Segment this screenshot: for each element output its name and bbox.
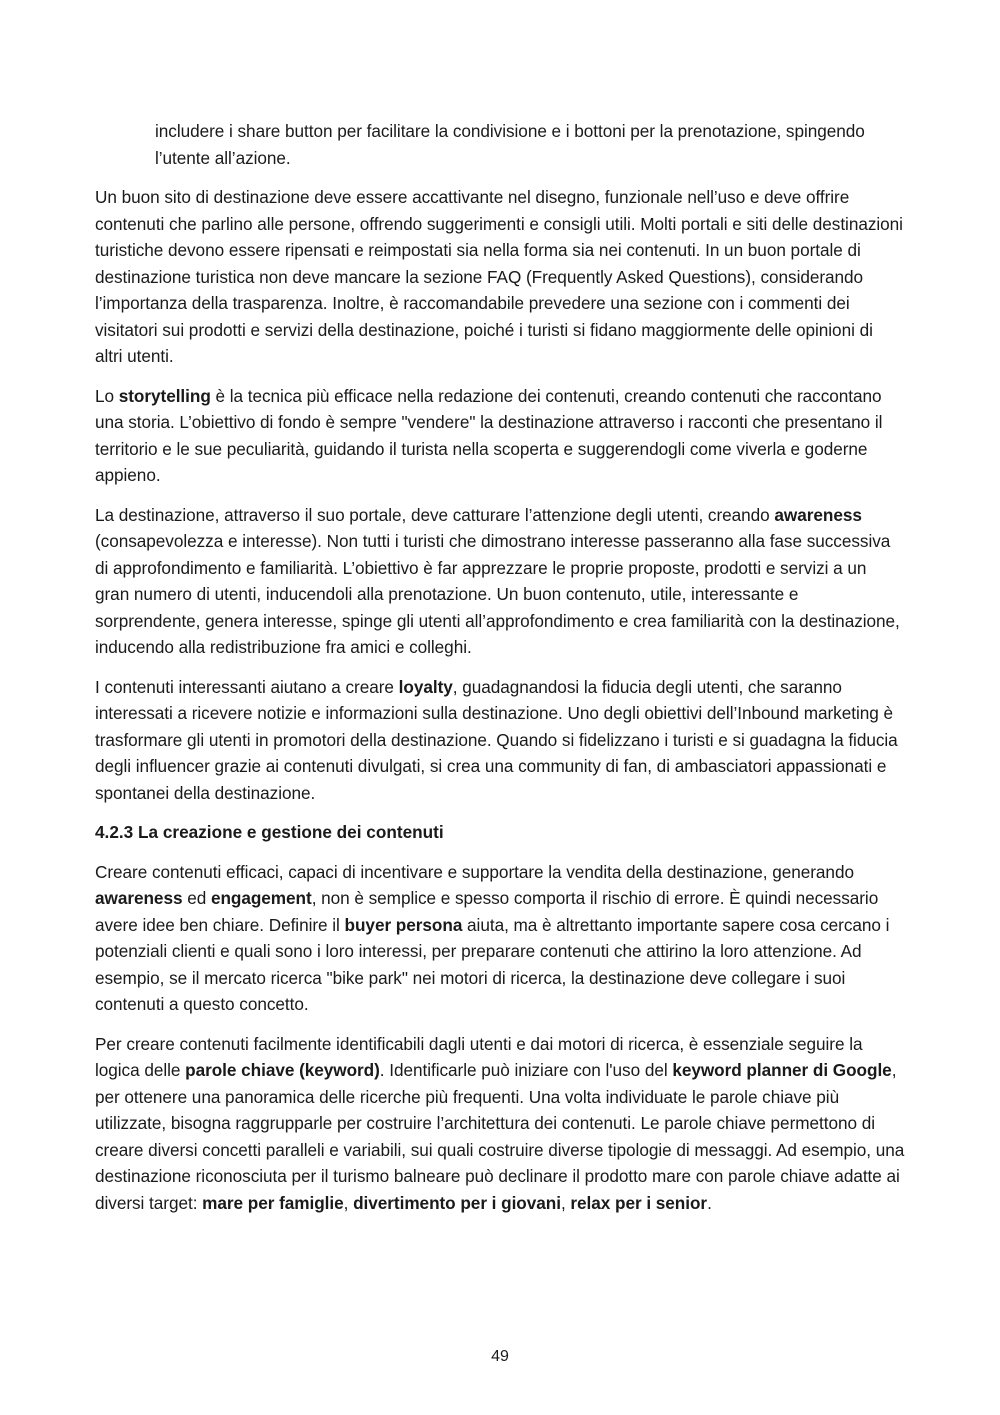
text-run: , — [343, 1192, 354, 1213]
text-run: Un buon sito di destinazione deve essere accattivante nel disegno, funzionale nell’uso e deve offrire contenuti che parlino alle persone, offrendo suggerimenti e consigli utili. Molti portali e siti delle destinazioni turistiche devono essere ripensati e reimpostati sia nella forma sia nei contenuti. In un buon portale di destinazione turistica non deve mancare la sezione FAQ (Frequently Asked Questions), considerando l’importanza della trasparenza. Inoltre, è raccomandabile prevedere una sezione con i commenti dei visitatori sui prodotti e servizi della destinazione, poiché i turisti si fidano maggiormente delle opinioni di altri utenti. — [95, 187, 903, 366]
paragraph — [95, 1031, 905, 1217]
bold-term: divertimento per i giovani — [353, 1192, 561, 1213]
text-run: Creare contenuti efficaci, capaci di incentivare e supportare la vendita della destinazione, generando — [95, 861, 854, 882]
text-run: Lo — [95, 385, 119, 406]
text-run: , guadagnandosi la fiducia degli utenti, che saranno interessati a ricevere notizie e informazioni sulla destinazione. Uno degli obiettivi dell’Inbound marketing è trasformare gli utenti in promotori della destinazione. Quando si fidelizzano i turisti e si guadagna la fiducia degli influencer grazie ai contenuti divulgati, si crea una community di fan, di ambasciatori appassionati e spontanei della destinazione. — [95, 676, 898, 803]
text-run: è la tecnica più efficace nella redazione dei contenuti, creando contenuti che raccontano una storia. L’obiettivo di fondo è sempre "vendere" la destinazione attraverso i racconti che presentano il territorio e le sue peculiarità, guidando il turista nella scoperta e suggerendogli come viverla e goderne appieno. — [95, 385, 883, 485]
text-run: aiuta, ma è altrettanto importante sapere cosa cercano i potenziali clienti e quali sono i loro interessi, per preparare contenuti che attirino la loro attenzione. Ad esempio, se il mercato ricerca "bike park" nei motori di ricerca, la destinazione deve collegare i suoi contenuti a questo concetto. — [95, 914, 890, 1014]
bold-term: loyalty — [398, 676, 453, 697]
bold-term: parole chiave (keyword) — [185, 1060, 380, 1080]
text-run: . Identificarle può iniziare con l'uso del — [379, 1060, 673, 1080]
bold-term: mare per famiglie — [202, 1192, 344, 1213]
text-run: ed — [182, 888, 211, 908]
bold-term: awareness — [95, 888, 183, 908]
text-run: 4.2.3 La creazione e gestione dei contenuti — [95, 822, 444, 842]
bold-term: relax per i senior — [570, 1192, 708, 1213]
text-run: (consapevolezza e interesse). Non tutti i turisti che dimostrano interesse passeranno alla fase successiva di approfondimento e familiarità. L’obiettivo è far apprezzare le proprie proposte, prodotti e servizi a un gran numero di utenti, inducendoli alla prenotazione. Un buon contenuto, utile, interessante e sorprendente, genera interesse, spinge gli utenti all’approfondimento e crea familiarità con la destinazione, inducendo alla redistribuzione fra amici e colleghi. — [95, 531, 900, 657]
bold-term: buyer persona — [344, 914, 463, 935]
document-body — [95, 118, 905, 1229]
page-number: 49 — [491, 1348, 509, 1365]
bold-term: storytelling — [118, 385, 211, 406]
text-run: I contenuti interessanti aiutano a creare — [95, 676, 399, 697]
bold-term: awareness — [774, 504, 862, 525]
paragraph — [95, 674, 905, 807]
section-heading — [95, 819, 905, 846]
text-run: La destinazione, attraverso il suo portale, deve catturare l’attenzione degli utenti, creando — [95, 504, 775, 525]
text-run: includere i share button per facilitare la condivisione e i bottoni per la prenotazione, spingendo l’utente all’azione. — [155, 121, 865, 168]
paragraph — [95, 859, 905, 1018]
paragraph — [95, 502, 905, 661]
bold-term: engagement — [210, 888, 312, 908]
paragraph — [95, 184, 905, 370]
paragraph — [95, 118, 905, 171]
text-run: Per creare contenuti facilmente identificabili dagli utenti e dai motori di ricerca, è essenziale seguire la logica delle — [95, 1033, 863, 1080]
bold-term: keyword planner di Google — [672, 1060, 892, 1080]
text-run: . — [707, 1192, 712, 1213]
paragraph — [95, 383, 905, 489]
text-run: , per ottenere una panoramica delle ricerche più frequenti. Una volta individuate le parole chiave più utilizzate, bisogna raggrupparle per costruire l’architettura dei contenuti. Le parole chiave permettono di creare diversi concetti paralleli e variabili, sui quali costruire diverse tipologie di messaggi. Ad esempio, una destinazione riconosciuta per il turismo balneare può declinare il prodotto mare con parole chiave adatte ai diversi target: — [95, 1060, 905, 1213]
text-run: , — [560, 1192, 571, 1213]
text-run: , non è semplice e spesso comporta il rischio di errore. È quindi necessario avere idee ben chiare. Definire il — [95, 888, 879, 935]
